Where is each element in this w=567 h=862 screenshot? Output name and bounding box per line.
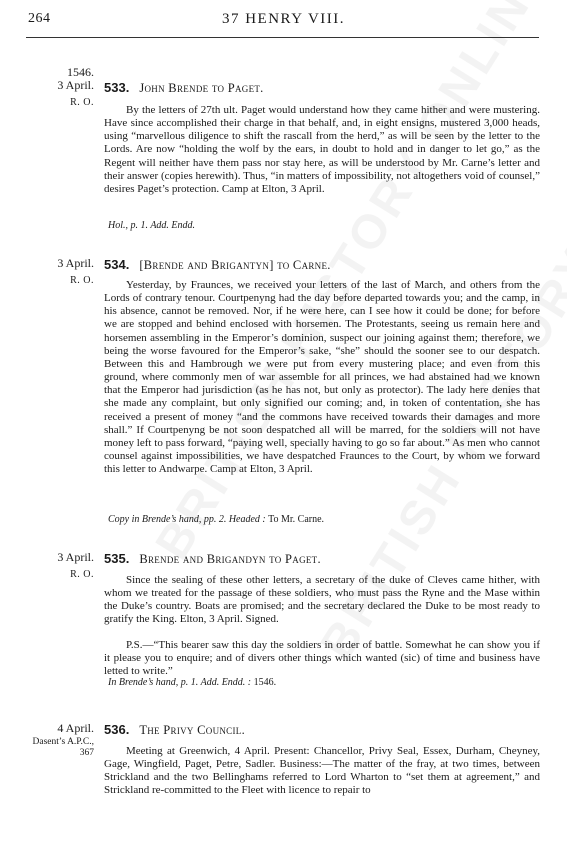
entry-note — [104, 677, 544, 688]
entry-note-plain: 1546. — [251, 677, 277, 688]
entry-body: By the letters of 27th ult. Paget would understand how they came hither and were mustering. Have since accomplished their charge in that behalf, and, in eight ensigns, mustered 3,000 heads, using “marvellous diligence to shift the rascall from the herd,” as will be seen by the letter to the Lords. Are now “holding the wolf by the ears, in doubt to hold and in danger to let go,” as the Regent will neither have them pass nor stay here, as will be understood by Mr. Carne’s letter and their answer (copies herewith). Thus, “in matters of impossibility, not altogethers void of counsel,” desires Paget’s protection. Camp at Elton, 3 April. — [104, 104, 540, 195]
entry-body: Yesterday, by Fraunces, we received your letters of the last of March, and others from the Lords of contrary tenour. Courtpenyng had the day before departed towards you; and the camp, in his absence, cannot be removed. Nor, if he were here, can I see how it could be done; for before we are stopped and behind enclosed with horsemen. The Protestants, seeing us remain here and horsemen assembling in the Emperor’s dominion, suspect our joining against them; therefore, we being the worse favoured for the Emperor’s sake, “she” should the sooner see to our despatch. Between this and Hambrough we were put from every mustering place; and even from this ground, where commonly men of war assemble for all princes, we had abstained had we known that the Emperor had jurisdiction (as he has not, but only as protector). The lady here denies that she made any complaint, but only signified our coming; and, in token of contentation, she has received a present of money “and the commons have received towards their damages and more shall.” If Courtpenyng be not soon despatched all will be marred, for the soldiers will not have money left to pass forward, “paying well, specially having to go so far about.” As men who cannot counsel against impossibilities, we have despatched Fraunces to the Court, by whom we forward this letter to Andwarpe. Camp at Elton, 3 April. — [104, 279, 540, 476]
entry-date: 3 April. — [57, 550, 94, 564]
entry-date: 4 April. — [57, 721, 94, 735]
entry-number: 534. — [104, 257, 130, 272]
entry-note: Hol., p. 1. Add. Endd. — [108, 220, 196, 231]
entry-title: The Privy Council. — [139, 723, 246, 737]
entry-heading — [104, 257, 331, 273]
entry-margin — [28, 722, 94, 759]
entry-heading — [104, 722, 245, 738]
entry-note-plain: To Mr. Carne. — [265, 514, 325, 525]
entry-source: Dasent’s A.P.C., 367 — [32, 737, 94, 758]
entry-margin — [28, 257, 94, 287]
entry-title: John Brende to Paget. — [139, 81, 264, 95]
entry-margin — [28, 551, 94, 581]
entry-source: R. O. — [70, 97, 94, 108]
entry-margin — [28, 66, 94, 109]
entry-note-italic: In Brende’s hand, p. 1. Add. Endd. : — [108, 677, 252, 688]
entry-body: Meeting at Greenwich, 4 April. Present: Chancellor, Privy Seal, Essex, Durham, Cheyney, Gage, Wingfield, Paget, Petre, Sadler. Business:—The matter of the fray, at two times, between Strickland and the two Bellinghams referred to Lord Wharton to “set them at agreement,” and Strickland re-committed to the Fleet with licence to repair to — [104, 745, 540, 797]
page-number: 264 — [28, 11, 51, 26]
entry-number: 536. — [104, 722, 130, 737]
entry-number: 535. — [104, 551, 130, 566]
entry-source: R. O. — [70, 275, 94, 286]
entry-title: Brende and Brigandyn to Paget. — [139, 552, 321, 566]
entry-note — [104, 514, 544, 525]
entry-source: R. O. — [70, 569, 94, 580]
entry-year: 1546. — [67, 65, 94, 79]
entry-heading — [104, 80, 264, 96]
entry-date: 3 April. — [57, 256, 94, 270]
entry-title: [Brende and Brigantyn] to Carne. — [139, 258, 331, 272]
entry-date: 3 April. — [57, 78, 94, 92]
entry-number: 533. — [104, 80, 130, 95]
entry-heading — [104, 551, 321, 567]
entry-body: Since the sealing of these other letters, a secretary of the duke of Cleves came hither, with whom we treated for the passage of these soldiers, who must pass the Ryne and the Mase within the Duke’s country. Boats are promised; and the secretary declared the Duke to be most ready to gratify the King. Elton, 3 April. Signed. — [104, 574, 540, 626]
running-title: 37 HENRY VIII. — [221, 11, 346, 27]
entry-postscript: P.S.—“This bearer saw this day the soldiers in order of battle. Somewhat he can show you if it please you to enquire; and of divers other things which wanted (sic) of time and business have letted to write.” — [104, 639, 540, 678]
entry-note-italic: Copy in Brende’s hand, pp. 2. Headed : — [108, 514, 266, 525]
